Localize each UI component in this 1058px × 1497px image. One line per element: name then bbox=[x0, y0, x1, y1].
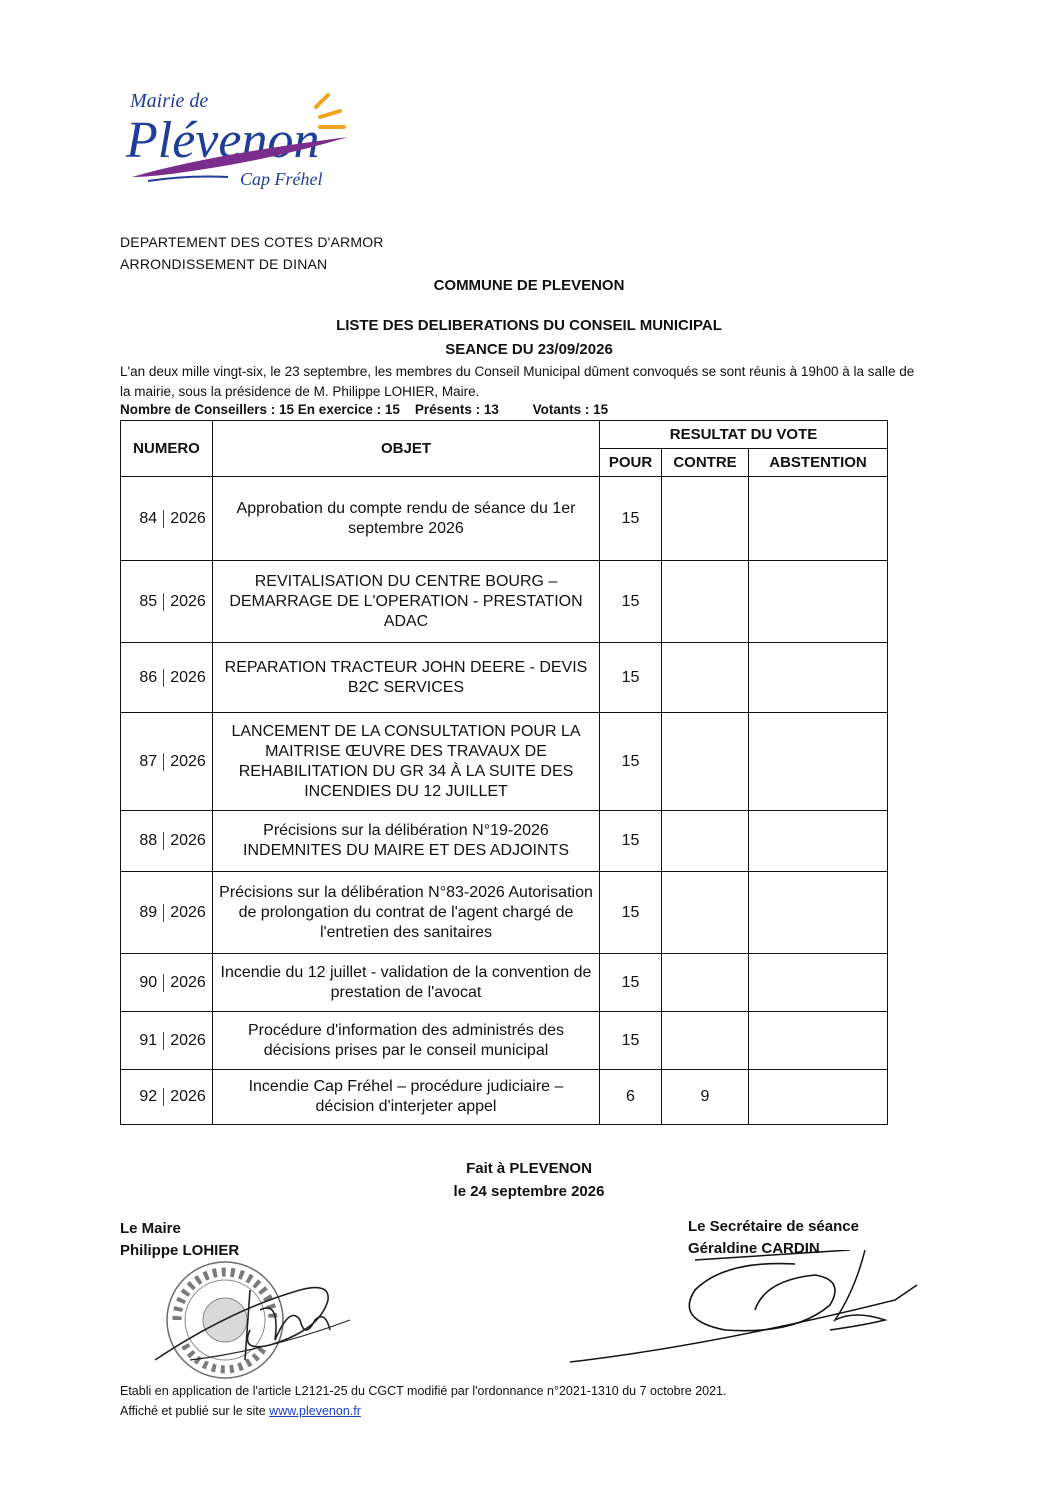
deliberations-table bbox=[120, 420, 888, 1125]
row-year: 2026 bbox=[170, 832, 206, 849]
sun-rays-icon bbox=[316, 95, 344, 127]
col-header-numero: NUMERO bbox=[121, 421, 213, 477]
table-row bbox=[121, 1012, 888, 1070]
row-objet: Incendie du 12 juillet - validation de la convention de prestation de l'avocat bbox=[213, 954, 600, 1012]
department-label: DEPARTEMENT DES COTES D'ARMOR bbox=[120, 234, 384, 250]
row-objet: Incendie Cap Fréhel – procédure judiciaire – décision d'interjeter appel bbox=[213, 1070, 600, 1125]
row-pour: 6 bbox=[600, 1070, 662, 1125]
row-number-cell bbox=[121, 643, 213, 713]
row-contre bbox=[662, 872, 749, 954]
row-year: 2026 bbox=[170, 592, 206, 610]
session-title: SEANCE DU 23/09/2026 bbox=[445, 341, 613, 358]
table-row bbox=[121, 643, 888, 713]
row-number: 85 bbox=[127, 593, 164, 611]
col-header-abstention: ABSTENTION bbox=[749, 449, 888, 477]
row-number: 92 bbox=[127, 1088, 164, 1106]
table-row bbox=[121, 1070, 888, 1125]
row-contre: 9 bbox=[662, 1070, 749, 1125]
row-number-cell bbox=[121, 954, 213, 1012]
row-number: 84 bbox=[127, 510, 164, 528]
row-year: 2026 bbox=[170, 903, 206, 921]
row-year: 2026 bbox=[170, 668, 206, 686]
row-number-cell bbox=[121, 1012, 213, 1070]
secretary-signature bbox=[565, 1250, 925, 1375]
table-row bbox=[121, 561, 888, 643]
row-objet: Approbation du compte rendu de séance du 1er septembre 2026 bbox=[213, 477, 600, 561]
row-pour: 15 bbox=[600, 872, 662, 954]
commune-title: COMMUNE DE PLEVENON bbox=[433, 277, 625, 294]
mairie-logo bbox=[118, 85, 368, 205]
row-pour: 15 bbox=[600, 811, 662, 872]
row-abstention bbox=[749, 643, 888, 713]
mayor-signature bbox=[150, 1250, 360, 1385]
intro-paragraph: L'an deux mille vingt-six, le 23 septembre, les membres du Conseil Municipal dûment convoqués se sont réunis à 19h00 à la salle de la mairie, sous la présidence de M. Philippe LOHIER, Maire. bbox=[120, 364, 915, 399]
logo-tagline: Cap Fréhel bbox=[240, 169, 323, 189]
row-contre bbox=[662, 561, 749, 643]
row-abstention bbox=[749, 561, 888, 643]
row-pour: 15 bbox=[600, 713, 662, 811]
signed-date: le 24 septembre 2026 bbox=[453, 1183, 605, 1200]
table-row bbox=[121, 713, 888, 811]
secretary-title: Le Secrétaire de séance bbox=[688, 1218, 859, 1235]
deliberations-body bbox=[121, 477, 888, 1125]
row-year: 2026 bbox=[170, 1088, 206, 1105]
row-objet: Procédure d'information des administrés des décisions prises par le conseil municipal bbox=[213, 1012, 600, 1070]
row-number: 91 bbox=[127, 1032, 164, 1050]
row-year: 2026 bbox=[170, 752, 206, 770]
row-pour: 15 bbox=[600, 561, 662, 643]
row-abstention bbox=[749, 477, 888, 561]
row-abstention bbox=[749, 1070, 888, 1125]
row-number-cell bbox=[121, 872, 213, 954]
row-contre bbox=[662, 643, 749, 713]
row-pour: 15 bbox=[600, 643, 662, 713]
col-header-objet: OBJET bbox=[213, 421, 600, 477]
row-contre bbox=[662, 713, 749, 811]
row-objet: REVITALISATION DU CENTRE BOURG – DEMARRAGE DE L'OPERATION - PRESTATION ADAC bbox=[213, 561, 600, 643]
mayor-title: Le Maire bbox=[120, 1220, 181, 1237]
publication-notice bbox=[120, 1404, 361, 1418]
col-header-contre: CONTRE bbox=[662, 449, 749, 477]
legal-notice: Etabli en application de l'article L2121-25 du CGCT modifié par l'ordonnance n°2021-1310 du 7 octobre 2021. bbox=[120, 1384, 727, 1398]
row-pour: 15 bbox=[600, 477, 662, 561]
table-row bbox=[121, 954, 888, 1012]
attendance-counts: Nombre de Conseillers : 15 En exercice : 15 Présents : 13 Votants : 15 bbox=[120, 402, 609, 417]
row-number-cell bbox=[121, 477, 213, 561]
row-abstention bbox=[749, 872, 888, 954]
row-year: 2026 bbox=[170, 973, 206, 991]
document-title: LISTE DES DELIBERATIONS DU CONSEIL MUNICIPAL bbox=[336, 317, 722, 334]
row-number: 88 bbox=[127, 832, 164, 850]
row-abstention bbox=[749, 811, 888, 872]
row-contre bbox=[662, 477, 749, 561]
row-number-cell bbox=[121, 811, 213, 872]
signed-place: Fait à PLEVENON bbox=[466, 1160, 592, 1177]
table-row bbox=[121, 872, 888, 954]
row-year: 2026 bbox=[170, 1031, 206, 1049]
logo-graphic bbox=[118, 85, 368, 205]
table-row bbox=[121, 811, 888, 872]
row-contre bbox=[662, 1012, 749, 1070]
row-objet: Précisions sur la délibération N°83-2026 Autorisation de prolongation du contrat de l'agent chargé de l'entretien des sanitaires bbox=[213, 872, 600, 954]
logo-line1: Mairie de bbox=[130, 90, 209, 112]
secretary-name: Géraldine CARDIN bbox=[688, 1240, 820, 1257]
row-abstention bbox=[749, 1012, 888, 1070]
row-pour: 15 bbox=[600, 1012, 662, 1070]
publication-prefix: Affiché et publié sur le site bbox=[120, 1404, 270, 1418]
col-header-pour: POUR bbox=[600, 449, 662, 477]
table-row bbox=[121, 477, 888, 561]
arrondissement-label: ARRONDISSEMENT DE DINAN bbox=[120, 256, 328, 272]
row-number-cell bbox=[121, 561, 213, 643]
mayor-name: Philippe LOHIER bbox=[120, 1242, 240, 1259]
row-contre bbox=[662, 954, 749, 1012]
row-abstention bbox=[749, 954, 888, 1012]
row-pour: 15 bbox=[600, 954, 662, 1012]
row-contre bbox=[662, 811, 749, 872]
row-objet: Précisions sur la délibération N°19-2026 INDEMNITES DU MAIRE ET DES ADJOINTS bbox=[213, 811, 600, 872]
row-number: 86 bbox=[127, 669, 164, 687]
row-abstention bbox=[749, 713, 888, 811]
logo-name: Plévenon bbox=[126, 112, 320, 169]
row-year: 2026 bbox=[170, 509, 206, 527]
row-number: 89 bbox=[127, 904, 164, 922]
row-number: 87 bbox=[127, 753, 164, 771]
row-number-cell bbox=[121, 713, 213, 811]
row-number: 90 bbox=[127, 974, 164, 992]
col-header-result: RESULTAT DU VOTE bbox=[600, 421, 888, 449]
website-link[interactable]: www.plevenon.fr bbox=[269, 1404, 361, 1418]
row-objet: REPARATION TRACTEUR JOHN DEERE - DEVIS B2C SERVICES bbox=[213, 643, 600, 713]
row-objet: LANCEMENT DE LA CONSULTATION POUR LA MAITRISE ŒUVRE DES TRAVAUX DE REHABILITATION DU GR 34 À LA SUITE DES INCENDIES DU 12 JUILLET bbox=[213, 713, 600, 811]
row-number-cell bbox=[121, 1070, 213, 1125]
